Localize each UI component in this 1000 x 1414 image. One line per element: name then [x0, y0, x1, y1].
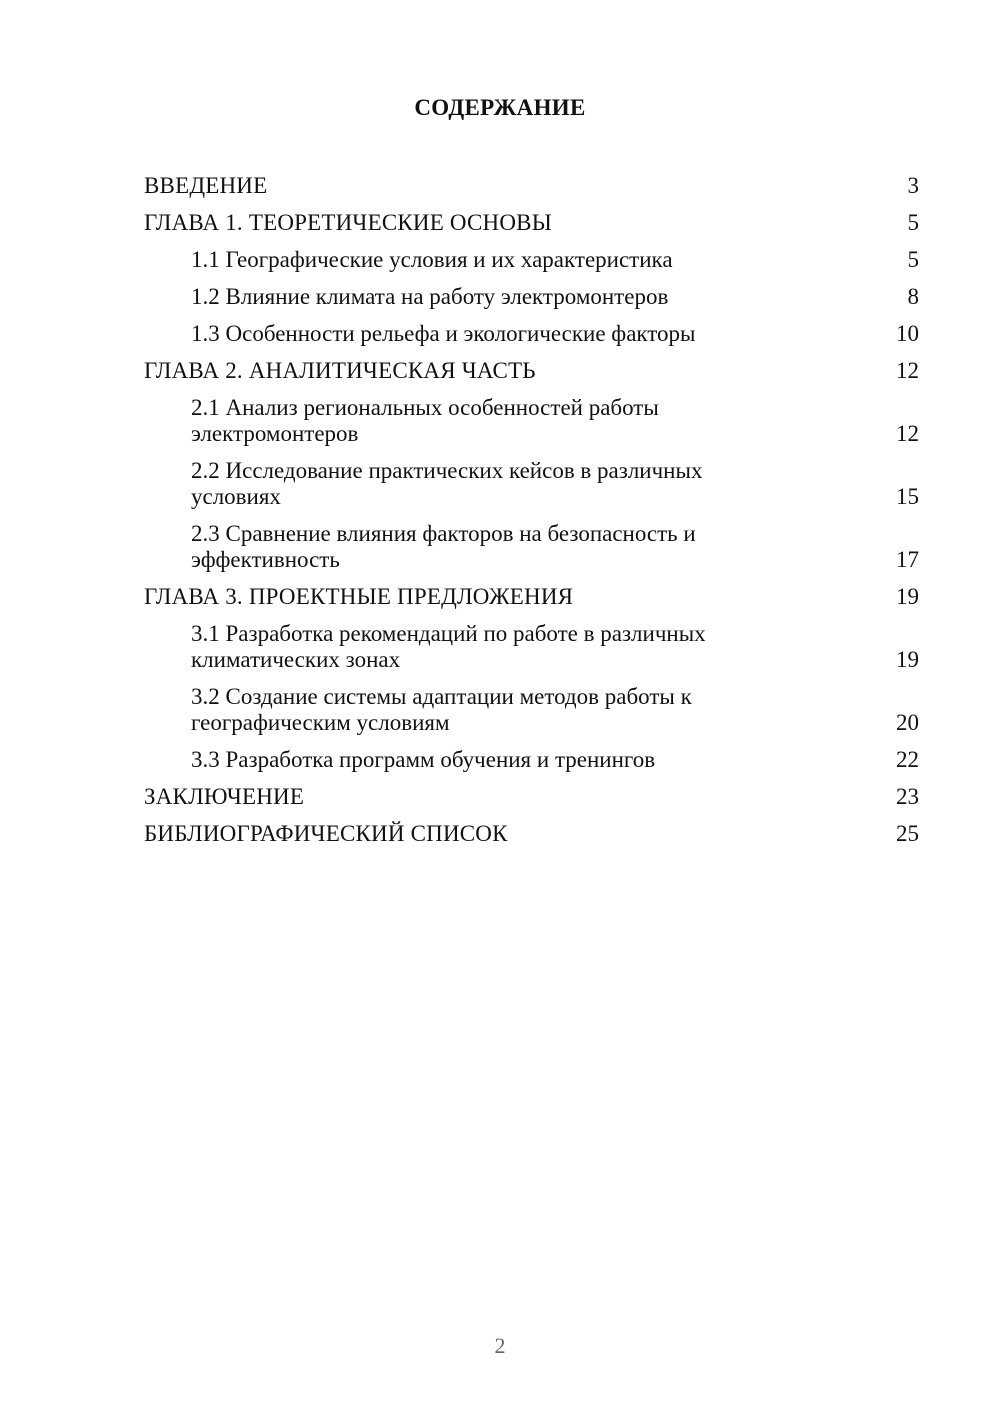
toc-entry-chapter-2 — [144, 353, 919, 390]
toc-entry-label: 2.3 Сравнение влияния факторов на безопасность и эффективность — [191, 521, 696, 572]
toc-entry-bibliography — [144, 816, 919, 853]
toc-entry-page: 5 — [907, 210, 919, 235]
toc-entry-section-1-2 — [144, 279, 919, 316]
toc-entry-label: ЗАКЛЮЧЕНИЕ — [144, 784, 305, 809]
toc-entry-label: 2.2 Исследование практических кейсов в различных условиях — [191, 458, 703, 509]
toc-entry-label: ГЛАВА 1. ТЕОРЕТИЧЕСКИЕ ОСНОВЫ — [144, 210, 552, 235]
toc-entry-introduction — [144, 168, 919, 205]
toc-entry-section-3-1 — [144, 616, 919, 679]
toc-entry-page: 17 — [896, 547, 919, 572]
toc-entry-section-1-1 — [144, 242, 919, 279]
toc-entry-page: 12 — [896, 358, 919, 383]
toc-entry-conclusion — [144, 779, 919, 816]
toc-entry-label: ГЛАВА 3. ПРОЕКТНЫЕ ПРЕДЛОЖЕНИЯ — [144, 584, 574, 609]
toc-entry-page: 12 — [896, 421, 919, 446]
toc-entry-section-3-2 — [144, 679, 919, 742]
toc-entry-page: 23 — [896, 784, 919, 809]
toc-entry-label: 1.2 Влияние климата на работу электромонтеров — [191, 284, 669, 309]
toc-entry-section-1-3 — [144, 316, 919, 353]
toc-entry-page: 15 — [896, 484, 919, 509]
page-number: 2 — [494, 1333, 506, 1358]
toc-entry-page: 19 — [896, 647, 919, 672]
toc-entry-label: 3.2 Создание системы адаптации методов работы к географическим условиям — [191, 684, 692, 735]
toc-entry-section-2-1 — [144, 390, 919, 453]
toc-entry-label: 1.1 Географические условия и их характеристика — [191, 247, 673, 272]
toc-entry-label: БИБЛИОГРАФИЧЕСКИЙ СПИСОК — [144, 821, 508, 846]
toc-entry-page: 20 — [896, 710, 919, 735]
toc-entry-chapter-1 — [144, 205, 919, 242]
toc-entry-page: 5 — [907, 247, 919, 272]
toc-entry-section-2-2 — [144, 453, 919, 516]
toc-entry-label: 3.1 Разработка рекомендаций по работе в различных климатических зонах — [191, 621, 706, 672]
toc-entry-page: 3 — [907, 173, 919, 198]
toc-entry-section-2-3 — [144, 516, 919, 579]
page-title: СОДЕРЖАНИЕ — [414, 95, 586, 120]
toc-entry-page: 25 — [896, 821, 919, 846]
toc-entry-page: 10 — [896, 321, 919, 346]
toc-entry-label: ВВЕДЕНИЕ — [144, 173, 268, 198]
toc-entry-page: 22 — [896, 747, 919, 772]
toc-entry-chapter-3 — [144, 579, 919, 616]
toc-entry-label: 2.1 Анализ региональных особенностей работы электромонтеров — [191, 395, 659, 446]
toc-entry-label: 3.3 Разработка программ обучения и тренингов — [191, 747, 656, 772]
toc-entry-label: ГЛАВА 2. АНАЛИТИЧЕСКАЯ ЧАСТЬ — [144, 358, 536, 383]
toc-entry-page: 8 — [907, 284, 919, 309]
toc-entry-label: 1.3 Особенности рельефа и экологические факторы — [191, 321, 696, 346]
toc-entry-section-3-3 — [144, 742, 919, 779]
table-of-contents — [144, 168, 919, 853]
toc-entry-page: 19 — [896, 584, 919, 609]
